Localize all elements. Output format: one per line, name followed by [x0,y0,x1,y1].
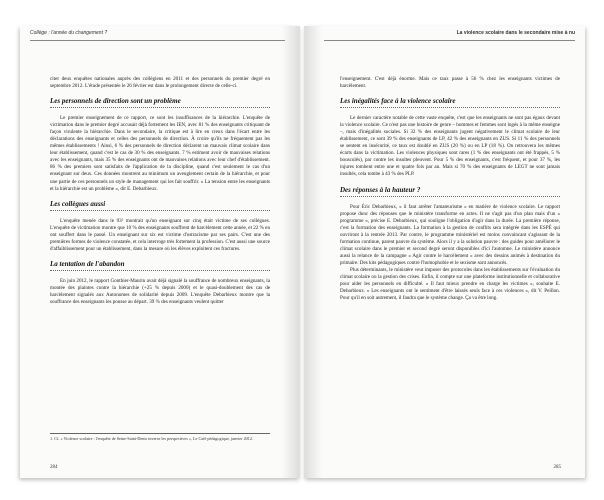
paragraph: Le premier enseignement de ce rapport, ce sont les insuffisances de la hiérarchie. L'enquête de victimation dans le premier degré accusait déjà fortement les IEN, avec 81 % des enseignants critiquant de façon virulente la hiérarchie. Dans le secondaire, la critique est à lire en creux dans l'écart entre les déclarations des enseignants et celles des personnels de direction. À croire qu'ils ne fréquentent pas les mêmes établissements ! Ainsi, 6 % des personnels de direction déclarent un mauvais climat scolaire dans leur établissement, quand c'est le cas de 30 % des enseignants. 7 % estiment avoir de mauvaises relations avec les enseignants, mais 35 % des enseignants ont de mauvaises relations avec leur chef d'établissement. 86 % des premiers sont satisfaits de l'application de la discipline, quand c'est seulement le cas d'un enseignant sur deux. Ces données montrent au minimum un aveuglement certain de la hiérarchie, et pour une partie de ces personnels un style de management qui les fait souffrir. « La tension entre les enseignants et la hiérarchie est un problème », dit E. Debarbieux. [50,115,270,192]
section-heading: Les personnels de direction sont un problème [50,97,270,108]
section-heading: Des réponses à la hauteur ? [340,186,560,197]
page-number: 284 [50,465,58,470]
left-page [20,26,300,478]
gutter-shadow [304,26,322,478]
paragraph: Le dernier caractère notable de cette vaste enquête, c'est que les enseignants ne sont pas égaux devant la violence scolaire. Ce n'est pas une histoire de genre – hommes et femmes sont logés à la même enseigne –, mais d'inégalités sociales. Si 32 % des enseignants jugent négativement le climat scolaire de leur établissement, ce sont 39 % des enseignants de LP, 42 % des enseignants en ZUS. Si 11 % des personnels se sentent en insécurité, ce taux est doublé en ZUS (20 %) ou en LP (18 %). On retrouvera les mêmes écarts dans la victimation. Les violences physiques sont rares (1 % des enseignants ont été frappés, 5 % bousculés), par contre les insultes pleuvent. Pour 5 % des enseignants, c'est fréquent, et pour 37 %, les injures tombent entre une et quatre fois par an. Mais si 70 % des enseignants de LEGT ne sont jamais insultés, cela tombe à 43 % des PLP. [340,115,560,178]
running-head: Collège : l'année du changement ? [30,26,285,41]
section-heading: La tentation de l'abandon [50,260,270,271]
running-head: La violence scolaire dans le secondaire mise à nu [324,26,575,41]
paragraph: Plus déterminants, le ministère veut imposer des protocoles dans les établissements sur l'évaluation du climat scolaire ou la gestion des crises. Enfin, il compte sur une plateforme institutionnelle et collaborative pour aider les personnels en difficulté. « Il faut mieux prendre en charge les victimes », souhaite E. Debarbieux. « Les enseignants ont le sentiment d'être laissés seuls face à ces violences », dit V. Peillon. Pour qu'il en soit autrement, il faudra que le système change. Ça va être long. [340,266,560,302]
paragraph: Pour Éric Debarbieux, « il faut arrêter l'amateurisme » en matière de violence scolaire. Le rapport propose donc des réponses que le ministère transforme en actes. Il ne s'agit pas d'un plan mais d'un « programme », précise E. Debarbieux, qui souligne l'obligation d'agir dans la durée. La première réponse, c'est la formation des enseignants. La formation à la gestion de conflits sera intégrée dans les ESPÉ qui ouvriront à la rentrée 2013. Par contre, le programme ministériel est moins convaincant s'agissant de la formation continue, parent pauvre du système. Alors il y a la solution pauvre : des guides pour améliorer le climat scolaire dans le premier et second degré seront disponibles d'ici l'automne. Le ministère annonce aussi la relance de la campagne « Agir contre le harcèlement » avec des dessins animés à destination du primaire. Des kits pédagogiques contre l'homophobie et le sexisme sont annoncés. [340,203,560,266]
page-number: 285 [553,465,561,470]
body-text [50,76,270,306]
paragraph: l'enseignement. C'est déjà énorme. Mais ce taux passe à 56 % chez les enseignants victimes de harcèlement. [340,76,560,90]
section-heading: Les inégalités face à la violence scolaire [340,97,560,108]
paragraph: En juin 2012, le rapport Gonthier-Maurin avait déjà signalé la souffrance de nombreux enseignants, la montée des plaintes contre la hiérarchie (+25 % depuis 2000) et le quasi-doublement des cas de harcèlement signalés aux Autonomes de solidarité depuis 2009. L'enquête Debarbieux montre que la souffrance des enseignants les pousse au départ. 39 % des enseignants veulent quitter [50,277,270,305]
body-text [340,76,560,302]
right-page [304,26,585,478]
paragraph: citer deux enquêtes nationales auprès des collégiens en 2011 et des personnels du premier degré en septembre 2012. L'étude présentée le 26 février est dans le prolongement directe de celle-ci. [50,76,270,90]
section-heading: Les collègues aussi [50,200,270,211]
gutter-shadow [282,26,300,478]
footnote: 1. Cf. « Violence scolaire : l'enquête de Seine-Saint-Denis inverse les perspectives », Le Café pédagogique, janvier 2012. [50,433,270,442]
book-spread [20,26,585,478]
paragraph: L'enquête menée dans le 93¹ montrait qu'un enseignant sur cinq était victime de ses collègues. L'enquête de victimation montre que 10 % des enseignants souffrent de harcèlement cette année, et 22 % en ont souffert dans le passé. Un enseignant sur six est victime d'ostracisme par ses pairs. C'est une des premières formes de violence constatée, et cela interroge très fortement la profession. C'est aussi une source d'affaiblissement pour un établissement, dans la mesure où les élèves exploitent ces fractures. [50,217,271,252]
